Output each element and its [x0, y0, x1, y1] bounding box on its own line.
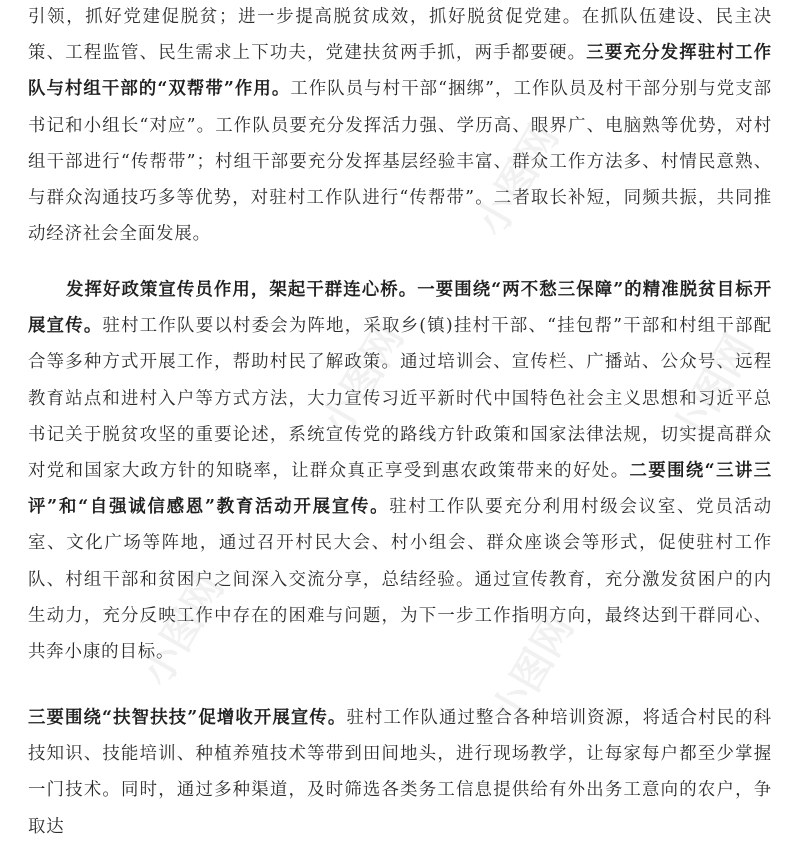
paragraph-2-heading-b: 二要围绕“三讲三评”和“自强诚信感恩”教育活动开展宣传。 — [28, 461, 772, 518]
watermark: 小图网 — [468, 116, 568, 244]
paragraph-2-heading-a: 发挥好政策宣传员作用，架起干群连心桥。一要围绕“两不愁三保障”的精准脱贫目标开展宣传。 — [28, 280, 772, 337]
paragraph-2-text-b: 驻村工作队要充分利用村级会议室、党员活动室、文化广场等阵地，通过召开村民大会、村小组会、群众座谈会等形式，促使驻村工作队、村组干部和贫困户之间深入交流分享，总结经验。通过宣传教育，充分激发贫困户的内生动力，充分反映工作中存在的困难与问题，为下一步工作指明方向，最终达到干群同心、共奔小康的目标。 — [28, 497, 772, 663]
paragraph-3-heading: 三要围绕“扶智扶技”促增收开展宣传。 — [28, 708, 347, 728]
paragraph-2-text-a: 驻村工作队要以村委会为阵地，采取乡(镇)挂村干部、“挂包帮”干部和村组干部配合等多种方式开展工作，帮助村民了解政策。通过培训会、宣传栏、广播站、公众号、远程教育站点和进村入户等方式方法，大力宣传习近平新时代中国特色社会主义思想和习近平总书记关于脱贫攻坚的重要论述，系统宣传党的路线方针政策和国家法律法规，切实提高群众对党和国家大政方针的知晓率，让群众真正享受到惠农政策带来的好处。 — [28, 316, 772, 482]
watermark: 小图网 — [313, 316, 413, 444]
paragraph-2 — [28, 272, 772, 670]
paragraph-1-heading: 三要充分发挥驻村工作队与村组干部的“双帮带”作用。 — [28, 43, 772, 100]
watermark: 小图网 — [663, 326, 763, 454]
paragraph-1 — [28, 0, 772, 252]
paragraph-3-text-a: 驻村工作队通过整合各种培训资源，将适合村民的科技知识、技能培训、种植养殖技术等带到田间地头，进行现场教学，让每家每户都至少掌握一门技术。同时，通过多种渠道，及时筛选各类务工信息提供给有外出务工意向的农户，争取达 — [28, 708, 772, 837]
paragraph-1-text-a: 引领，抓好党建促脱贫；进一步提高脱贫成效，抓好脱贫促党建。在抓队伍建设、民主决策、工程监管、民生需求上下功夫，党建扶贫两手抓，两手都要硬。 — [28, 7, 772, 64]
watermark: 小图网 — [483, 606, 583, 734]
watermark: 小图网 — [133, 566, 233, 694]
paragraph-1-text-b: 工作队员与村干部“捆绑”，工作队员及村干部分别与党支部书记和小组长“对应”。工作队员要充分发挥活力强、学历高、眼界广、电脑熟等优势，对村组干部进行“传帮带”；村组干部要充分发挥基层经验丰富、群众工作方法多、村情民意熟、与群众沟通技巧多等优势，对驻村工作队进行“传帮带”。二者取长补短，同频共振，共同推动经济社会全面发展。 — [28, 79, 772, 245]
paragraph-3 — [28, 700, 772, 845]
